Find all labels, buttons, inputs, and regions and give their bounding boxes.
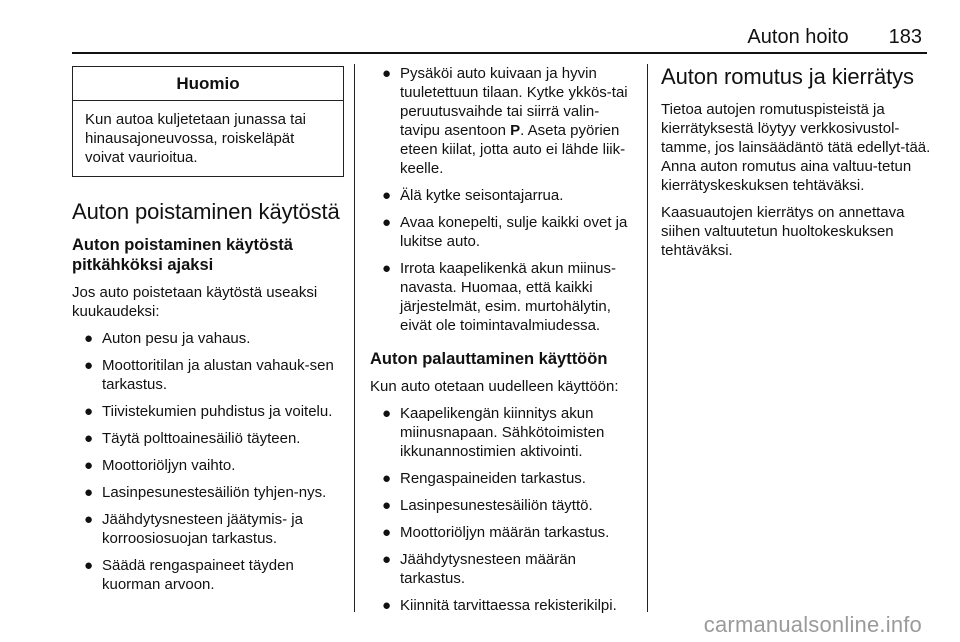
list-item: ● Auton pesu ja vahaus. bbox=[84, 330, 251, 347]
bullet-icon: ● bbox=[382, 597, 392, 614]
bullet-icon: ● bbox=[382, 214, 392, 231]
section-subheading: Auton poistaminen käytöstä pitkähköksi ajaksi bbox=[72, 236, 293, 274]
paragraph: Kaasuautojen kierrätys on annettava siihen valtuutetun huoltokeskuksen tehtäväksi. bbox=[661, 204, 905, 259]
list-item: ● Irrota kaapelikenkä akun miinus-navasta. Huomaa, että kaikki järjestelmät, esim. murtohälytin, eivät ole toimintavalmiudessa. bbox=[382, 260, 616, 334]
column-3 bbox=[661, 64, 931, 268]
notice-text: Kun autoa kuljetetaan junassa tai hinausajoneuvossa, roiskeläpät voivat vaurioitua. bbox=[85, 111, 306, 166]
section-subheading: Auton palauttaminen käyttöön bbox=[370, 350, 608, 368]
list-item: ● Jäähdytysnesteen määrän tarkastus. bbox=[382, 551, 576, 587]
section-intro: Kun auto otetaan uudelleen käyttöön: bbox=[370, 378, 619, 395]
list-item: ● Kaapelikengän kiinnitys akun miinusnapaan. Sähkötoimisten ikkunannostimien aktivointi. bbox=[382, 405, 605, 460]
bullet-list bbox=[370, 404, 638, 615]
list-item: ● Kiinnitä tarvittaessa rekisterikilpi. bbox=[382, 597, 617, 614]
notice-box bbox=[72, 66, 344, 177]
page-number: 183 bbox=[888, 26, 922, 48]
section-heading: Auton romutus ja kierrätys bbox=[661, 64, 914, 89]
bullet-list bbox=[370, 64, 638, 335]
section-heading: Auton poistaminen käytöstä bbox=[72, 199, 340, 224]
notice-title: Huomio bbox=[73, 67, 343, 101]
bullet-icon: ● bbox=[84, 484, 94, 501]
list-item: ● Täytä polttoainesäiliö täyteen. bbox=[84, 430, 301, 447]
list-item: ● Tiivistekumien puhdistus ja voitelu. bbox=[84, 403, 333, 420]
column-2 bbox=[370, 64, 638, 623]
bullet-list bbox=[72, 329, 344, 594]
bullet-icon: ● bbox=[382, 470, 392, 487]
bullet-icon: ● bbox=[84, 330, 94, 347]
bullet-icon: ● bbox=[382, 260, 392, 277]
list-item: ● Avaa konepelti, sulje kaikki ovet ja lukitse auto. bbox=[382, 214, 628, 250]
list-item: ● Lasinpesunestesäiliön täyttö. bbox=[382, 497, 593, 514]
list-item: ● Älä kytke seisontajarrua. bbox=[382, 187, 564, 204]
bullet-icon: ● bbox=[382, 187, 392, 204]
list-item: ● Lasinpesunestesäiliön tyhjen-nys. bbox=[84, 484, 327, 501]
bullet-icon: ● bbox=[382, 551, 392, 568]
bullet-icon: ● bbox=[382, 65, 392, 82]
running-header bbox=[747, 26, 922, 52]
paragraph: Tietoa autojen romutuspisteistä ja kierrätyksestä löytyy verkkosivustol-tamme, jos lainsäädäntö tätä edellyt-tää. Anna auton romutus aina valtuu-tetun kierrätyskeskuksen tehtäväksi. bbox=[661, 101, 931, 194]
bullet-icon: ● bbox=[84, 357, 94, 374]
header-section-title: Auton hoito bbox=[747, 26, 849, 48]
bullet-icon: ● bbox=[84, 557, 94, 574]
bullet-icon: ● bbox=[382, 524, 392, 541]
watermark: carmanualsonline.info bbox=[703, 612, 922, 637]
list-item: ● Moottoritilan ja alustan vahauk-sen tarkastus. bbox=[84, 357, 334, 393]
bullet-icon: ● bbox=[84, 430, 94, 447]
bullet-icon: ● bbox=[84, 511, 94, 528]
list-item: ● Moottoriöljyn määrän tarkastus. bbox=[382, 524, 610, 541]
list-item: ● Rengaspaineiden tarkastus. bbox=[382, 470, 586, 487]
bullet-icon: ● bbox=[382, 405, 392, 422]
column-divider bbox=[647, 64, 648, 612]
list-item: ● Moottoriöljyn vaihto. bbox=[84, 457, 236, 474]
bullet-icon: ● bbox=[382, 497, 392, 514]
gear-position-p: P bbox=[510, 122, 521, 139]
list-item: ● Säädä rengaspaineet täyden kuorman arvoon. bbox=[84, 557, 294, 593]
bullet-icon: ● bbox=[84, 457, 94, 474]
bullet-icon: ● bbox=[84, 403, 94, 420]
section-intro: Jos auto poistetaan käytöstä useaksi kuukaudeksi: bbox=[72, 284, 318, 320]
list-item: ● Pysäköi auto kuivaan ja hyvin tuuletettuun tilaan. Kytke ykkös-tai peruutusvaihde tai siirrä valin-tavipu asentoon P. Aseta pyörien eteen kiilat, jotta auto ei lähde liik-keelle. bbox=[382, 65, 628, 177]
header-rule bbox=[72, 52, 927, 54]
column-1 bbox=[72, 64, 344, 602]
column-divider bbox=[354, 64, 355, 612]
list-item: ● Jäähdytysnesteen jäätymis- ja korroosiosuojan tarkastus. bbox=[84, 511, 303, 547]
